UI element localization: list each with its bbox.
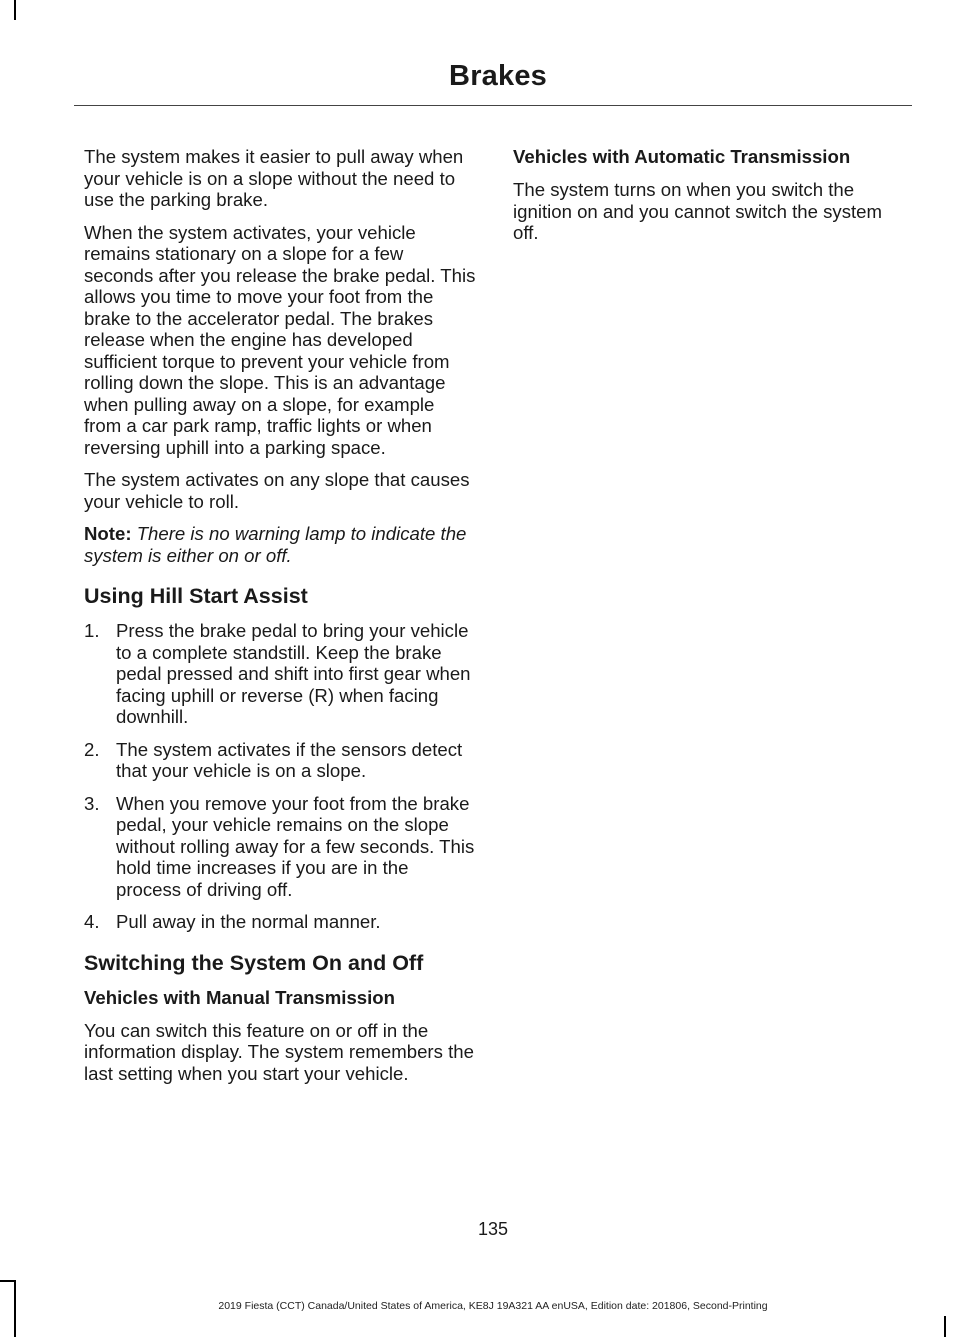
step-number: 3. <box>84 792 100 814</box>
intro-paragraph: The system makes it easier to pull away when your vehicle is on a slope without the need to use the parking brake. <box>84 146 464 210</box>
automatic-transmission-paragraph: The system turns on when you switch the ignition on and you cannot switch the system off. <box>513 179 882 243</box>
slope-paragraph: The system activates on any slope that causes your vehicle to roll. <box>84 469 470 512</box>
left-column <box>84 146 476 1095</box>
activation-paragraph: When the system activates, your vehicle remains stationary on a slope for a few seconds after you release the brake pedal. This allows you time to move your foot from the brake to the accelerator pedal. The brakes release when the engine has developed sufficient torque to prevent your vehicle from rolling down the slope. This is an advantage when pulling away on a slope, for example from a car park ramp, traffic lights or when reversing uphill into a parking space. <box>84 221 476 458</box>
list-item <box>84 793 476 901</box>
crop-mark-bottom-right <box>944 1316 946 1337</box>
list-item <box>84 911 476 933</box>
heading-using-hill-start-assist: Using Hill Start Assist <box>84 584 308 608</box>
steps-list <box>84 620 476 933</box>
subheading-automatic-transmission: Vehicles with Automatic Transmission <box>513 146 851 167</box>
crop-mark-top-left <box>14 0 16 20</box>
step-text: Press the brake pedal to bring your vehicle to a complete standstill. Keep the brake pedal pressed and shift into first gear when facing uphill or reverse (R) when facing downhill. <box>116 620 471 727</box>
page-title: Brakes <box>449 60 547 92</box>
note <box>84 523 476 566</box>
crop-mark-bottom-left-h <box>0 1280 16 1282</box>
header-divider <box>74 105 912 106</box>
step-text: The system activates if the sensors detect that your vehicle is on a slope. <box>116 738 463 781</box>
page-number: 135 <box>477 1219 509 1239</box>
footer-edition-info: 2019 Fiesta (CCT) Canada/United States of America, KE8J 19A321 AA enUSA, Edition date: 201806, Second-Printing <box>218 1300 768 1312</box>
list-item <box>84 620 476 728</box>
step-number: 2. <box>84 738 100 760</box>
note-text: There is no warning lamp to indicate the system is either on or off. <box>84 523 467 566</box>
step-text: When you remove your foot from the brake pedal, your vehicle remains on the slope without rolling away for a few seconds. This hold time increases if you are in the process of driving off. <box>116 792 475 900</box>
manual-transmission-paragraph: You can switch this feature on or off in the information display. The system remembers the last setting when you start your vehicle. <box>84 1019 474 1084</box>
step-number: 4. <box>84 911 100 932</box>
note-label: Note: <box>84 523 132 544</box>
step-text: Pull away in the normal manner. <box>116 911 381 932</box>
subheading-manual-transmission: Vehicles with Manual Transmission <box>84 986 396 1008</box>
list-item <box>84 739 476 782</box>
right-column <box>513 146 908 255</box>
heading-switching-system: Switching the System On and Off <box>84 950 424 975</box>
step-number: 1. <box>84 620 100 641</box>
